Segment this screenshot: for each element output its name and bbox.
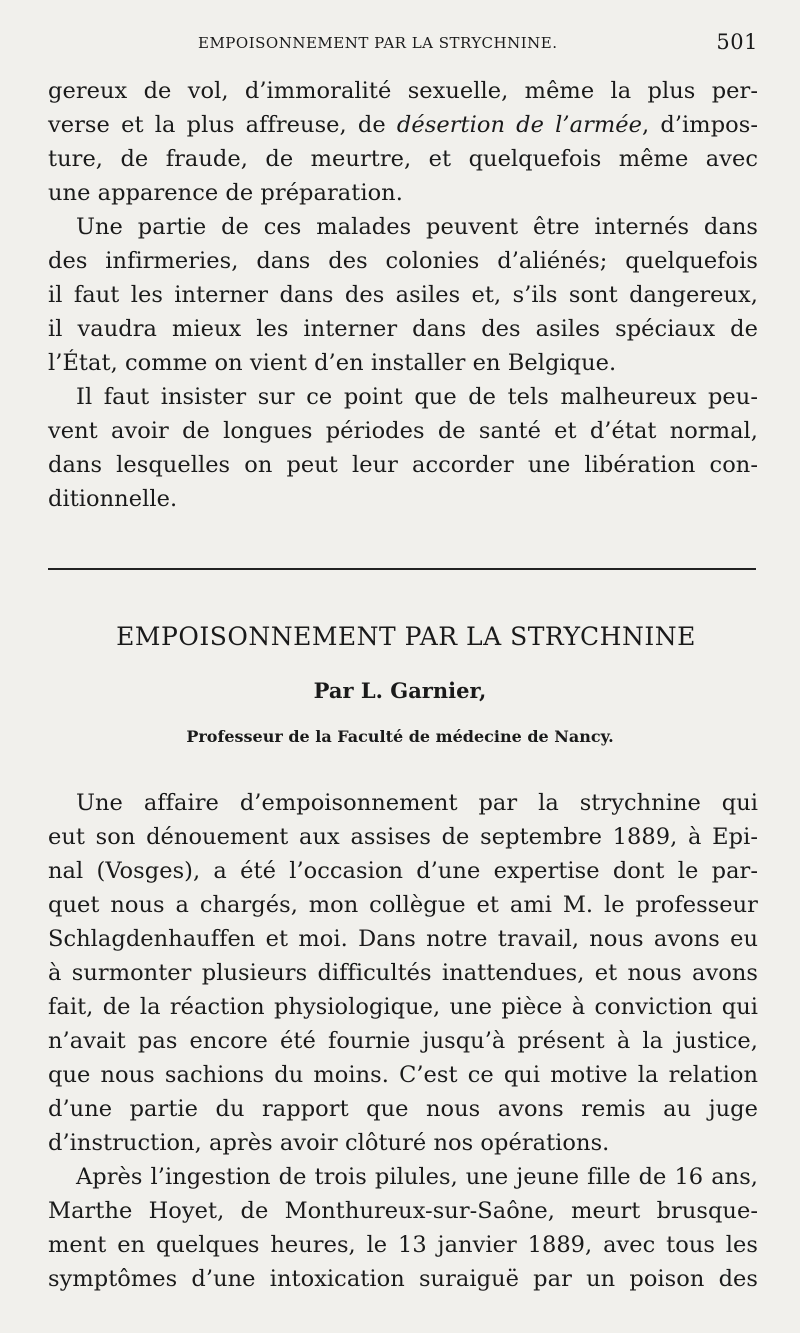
text-line [48, 108, 758, 142]
running-title: EMPOISONNEMENT PAR LA STRYCHNINE. [198, 34, 558, 52]
text-line: n’avait pas encore été fournie jusqu’à présent à la justice, [48, 1028, 758, 1054]
text-line: ment en quelques heures, le 13 janvier 1889, avec tous les [48, 1232, 758, 1258]
author-byline: Par L. Garnier, [313, 678, 487, 703]
text-line: ditionnelle. [48, 486, 178, 512]
text-line: des infirmeries, dans des colonies d’aliénés; quelquefois [48, 248, 758, 274]
text-fragment: verse et la plus affreuse, de [48, 112, 397, 138]
page-number: 501 [716, 30, 758, 54]
text-line: eut son dénouement aux assises de septembre 1889, à Epi- [48, 824, 758, 850]
text-line: Une partie de ces malades peuvent être internés dans [76, 214, 758, 240]
text-line: d’instruction, après avoir clôturé nos opérations. [48, 1130, 610, 1156]
text-fragment: , d’impos- [642, 112, 758, 138]
text-line: quet nous a chargés, mon collègue et ami M. le professeur [48, 892, 758, 918]
text-line: gereux de vol, d’immoralité sexuelle, même la plus per- [48, 78, 758, 104]
previous-article-text [48, 74, 758, 516]
article-body [48, 786, 758, 1296]
text-line: ture, de fraude, de meurtre, et quelquefois même avec [48, 146, 758, 172]
text-line: il vaudra mieux les interner dans des asiles spéciaux de [48, 316, 758, 342]
text-line: fait, de la réaction physiologique, une pièce à conviction qui [48, 994, 758, 1020]
running-head [48, 30, 758, 60]
text-line: Marthe Hoyet, de Monthureux-sur-Saône, meurt brusque- [48, 1198, 758, 1224]
text-line: nal (Vosges), a été l’occasion d’une expertise dont le par- [48, 858, 758, 884]
text-line: Il faut insister sur ce point que de tels malheureux peu- [76, 384, 758, 410]
section-divider [48, 568, 756, 570]
text-line: symptômes d’une intoxication suraiguë par un poison des [48, 1266, 758, 1292]
author-affiliation: Professeur de la Faculté de médecine de Nancy. [186, 727, 614, 746]
text-line: il faut les interner dans des asiles et, s’ils sont dangereux, [48, 282, 758, 308]
article-title: EMPOISONNEMENT PAR LA STRYCHNINE [116, 622, 696, 651]
italic-phrase: désertion de l’armée [396, 112, 643, 138]
text-line: d’une partie du rapport que nous avons remis au juge [48, 1096, 758, 1122]
text-line: que nous sachions du moins. C’est ce qui motive la relation [48, 1062, 758, 1088]
text-line: vent avoir de longues périodes de santé et d’état normal, [48, 418, 758, 444]
text-line: Une affaire d’empoisonnement par la strychnine qui [76, 790, 758, 816]
text-line: une apparence de préparation. [48, 180, 403, 206]
text-line: à surmonter plusieurs difficultés inattendues, et nous avons [48, 960, 758, 986]
text-line: dans lesquelles on peut leur accorder une libération con- [48, 452, 758, 478]
text-line: l’État, comme on vient d’en installer en Belgique. [48, 350, 617, 376]
text-line: Schlagdenhauffen et moi. Dans notre travail, nous avons eu [48, 926, 758, 952]
text-line: Après l’ingestion de trois pilules, une jeune fille de 16 ans, [76, 1164, 758, 1190]
